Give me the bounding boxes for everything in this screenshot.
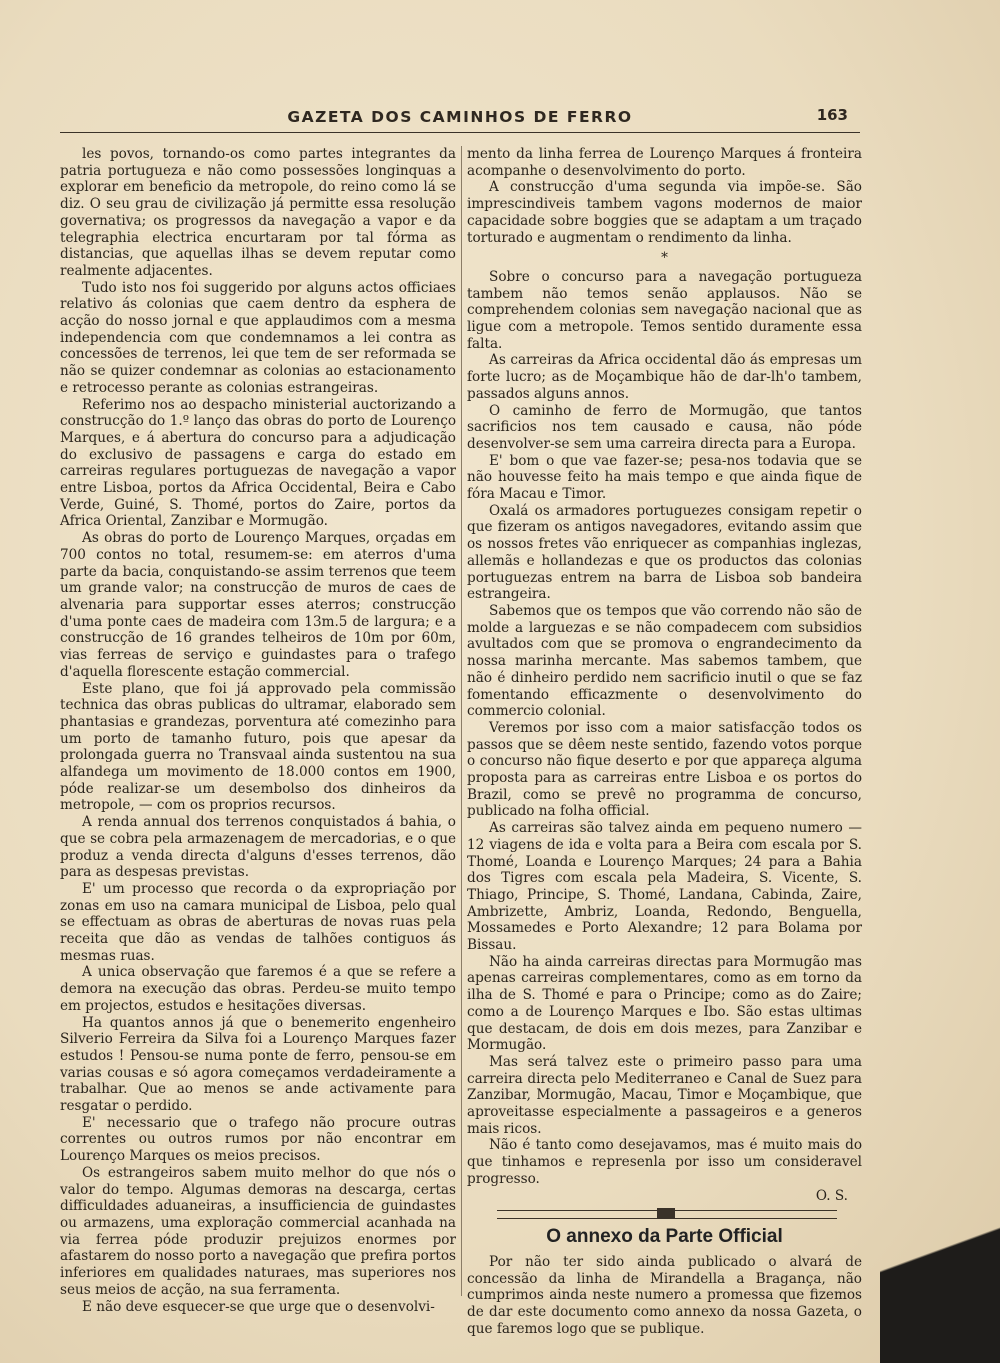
article-paragraph: Oxalá os armadores portuguezes consigam repetir o que fizeram os antigos navegadores, evitando assim que os nossos fretes vão enriquecer as companhias inglezas, allemãs e hollandezas e que os productos das colonias portuguezas entrem na barra de Lisboa sob bandeira estrangeira. (467, 502, 862, 603)
article-paragraph: As carreiras são talvez ainda em pequeno numero —12 viagens de ida e volta para a Beira com escala por S. Thomé, Loanda e Lourenço Marques; 24 para a Bahia dos Tigres com escala pela Madeira, S. Vicente, S. Thiago, Principe, S. Thomé, Landana, Cabinda, Zaire, Ambrizette, Ambriz, Loanda, Redondo, Benguella, Mossamedes e Porto Alexandre; 12 para Bolama por Bissau. (467, 820, 862, 954)
article-paragraph: Mas será talvez este o primeiro passo para uma carreira directa pelo Mediterraneo e Canal de Suez para Zanzibar, Mormugão, Macau, Timor e Moçambique, que aproveitasse especialmente a passageiros e a generos mais ricos. (467, 1053, 862, 1137)
article-paragraph: O caminho de ferro de Mormugão, que tantos sacrificios nos tem causado e causa, não póde desenvolver-se sem uma carreira directa para a Europa. (467, 402, 862, 452)
journal-title: GAZETA DOS CAMINHOS DE FERRO (287, 108, 633, 126)
article-paragraph: E' bom o que vae fazer-se; pesa-nos todavia que se não houvesse feito ha mais tempo e que ainda fique de fóra Macau e Timor. (467, 452, 862, 503)
binding-shadow (880, 1180, 1000, 1363)
section-separator: * (661, 250, 668, 267)
article-paragraph: Sabemos que os tempos que vão correndo não são de molde a larguezas e se não compadecem com subsidios avultados com que se promova o engrandecimento da nossa marinha mercante. Mas sabemos tambem, que não é dinheiro perdido nem sacrificio inutil o que se faz fomentando efficazmente o desenvolvimento do commercio colonial. (467, 602, 862, 720)
signature-row (467, 1188, 862, 1205)
article-paragraph: Não ha ainda carreiras directas para Mormugão mas apenas carreiras complementares, como as em torno da ilha de S. Thomé e para o Principe; como as do Zaire; como a de Lourenço Marques e Ibo. São estas ultimas que destacam, de dois em dois mezes, para Zanzibar e Mormugão. (467, 953, 862, 1054)
last-paragraph: Não é tanto como desejavamos, mas é muito mais do que tinhamos e represenla por isso um consideravel progresso. (467, 1137, 862, 1187)
paragraph-group-a (467, 179, 862, 246)
ornamental-rule (497, 1210, 837, 1219)
article-paragraph: Veremos por isso com a maior satisfacção todos os passos que se dêem neste sentido, fazendo votos porque o concurso não fique deserto e por que appareça alguma proposta para as carreiras entre Lisboa e os portos do Brazil, como se prevê no programma de concurso, publicado na folha official. (467, 719, 862, 820)
left-column (60, 146, 456, 1315)
article-paragraph: A unica observação que faremos é a que se refere a demora na execução das obras. Perdeu-se muito tempo em projectos, estudos e hesitações diversas. (60, 964, 456, 1014)
signature: O. S. (815, 1187, 848, 1204)
article-paragraph: As obras do porto de Lourenço Marques, orçadas em 700 contos no total, resumem-se: em aterros d'uma parte da bacia, conquistando-se assim terrenos que teem um grande valor; na construcção de muros de caes de alvenaria para supportar esses aterros; construcção d'uma ponte caes de madeira com 13m.5 de largura; e a construcção de 16 grandes telheiros de 10m por 60m, vias ferreas de serviço e guindastes para o trafego d'aquella florescente estação commercial. (60, 530, 456, 680)
ornament-icon (657, 1208, 675, 1218)
column-divider (461, 146, 462, 1296)
article-paragraph: Ha quantos annos já que o benemerito engenheiro Silverio Ferreira da Silva foi a Lourenço Marques fazer estudos ! Pensou-se numa ponte de ferro, pensou-se em varias cousas e só agora começamos verdadeiramente a trabalhar. Que ao menos se ande activamente para resgatar o perdido. (60, 1014, 456, 1115)
article-paragraph: Este plano, que foi já approvado pela commissão technica das obras publicas do ultramar, elaborado sem phantasias e grandezas, porventura até comezinho para um porto de tamanho futuro, pois que apesar da prolongada guerra no Transvaal ainda sustentou na sua alfandega um movimento de 18.000 contos em 1900, póde realizar-se um desembolso dos dinheiros da metropole, — com os proprios recursos. (60, 680, 456, 814)
article-paragraph: les povos, tornando-os como partes integrantes da patria portugueza e não como possessões longinquas a explorar em beneficio da metropole, do reino como lá se diz. O seu grau de civilização já permitte essa resolução governativa; os progressos da navegação a vapor e da telegraphia electrica encurtaram por tal fórma as distancias, que aquellas ilhas se devem reputar como realmente adjacentes. (60, 146, 456, 279)
article-paragraph: Tudo isto nos foi suggerido por alguns actos officiaes relativo ás colonias que caem dentro da esphera de acção do nosso jornal e que applaudimos com a mesma independencia com que condemnamos a lei contra as concessões de terrenos, lei que tem de ser reformada se não se quizer condemnar as colonias ao estacionamento e retrocesso perante as colonias estrangeiras. (60, 279, 456, 396)
article-paragraph: A renda annual dos terrenos conquistados á bahia, o que se cobra pela armazenagem de mercadorias, e o que produz a venda directa d'alguns d'esses terrenos, dão para as despesas previstas. (60, 814, 456, 881)
article-paragraph: Sobre o concurso para a navegação portugueza tambem não temos senão applausos. Não se comprehendem colonias sem navegação nacional que as ligue com a metropole. Temos sentido duramente essa falta. (467, 268, 862, 352)
right-column (467, 146, 862, 1338)
article-paragraph: Referimo nos ao despacho ministerial auctorizando a construcção do 1.º lanço das obras do porto de Lourenço Marques, e á abertura do concurso para a adjudicação do exclusivo de passagens e carga do estado em carreiras regulares portuguezas de navegação a vapor entre Lisboa, portos da Africa Occidental, Beira e Cabo Verde, Guiné, S. Thomé, portos do Zaire, portos da Africa Oriental, Zanzibar e Mormugão. (60, 396, 456, 530)
continuation-paragraph: mento da linha ferrea de Lourenço Marques á fronteira acompanhe o desenvolvimento do porto. (467, 146, 862, 179)
section-body: Por não ter sido ainda publicado o alvará de concessão da linha de Mirandella a Bragança, não cumprimos ainda neste numero a promessa que fizemos de dar este documento como annexo da nossa Gazeta, o que faremos logo que se publique. (467, 1254, 862, 1337)
page-number: 163 (816, 106, 848, 124)
paragraph-group-b (467, 269, 862, 1138)
section-title: O annexo da Parte Official (546, 1226, 783, 1248)
article-paragraph: A construcção d'uma segunda via impõe-se. São imprescindiveis tambem vagons modernos de maior capacidade sobre boggies que se adaptam a um traçado torturado e augmentam o rendimento da linha. (467, 179, 862, 246)
article-paragraph: E' necessario que o trafego não procure outras correntes ou outros rumos por não encontrar em Lourenço Marques os meios precisos. (60, 1114, 456, 1165)
page-header (60, 104, 860, 133)
article-paragraph: E' um processo que recorda o da expropriação por zonas em uso na camara municipal de Lisboa, pelo qual se effectuam as obras de aberturas de novas ruas pela receita que dão as vendas de talhões contiguos ás mesmas ruas. (60, 880, 456, 964)
article-paragraph: Os estrangeiros sabem muito melhor do que nós o valor do tempo. Algumas demoras na descarga, certas difficuldades aduaneiras, a insufficiencia de guindastes ou armazens, uma exploração commercial acanhada na via ferrea póde produzir prejuizos enormes por afastarem do nosso porto a navegação que prefira portos inferiores em qualidades naturaes, mas superiores nos seus meios de acção, na sua ferramenta. (60, 1164, 456, 1298)
article-paragraph: As carreiras da Africa occidental dão ás empresas um forte lucro; as de Moçambique hão de dar-lh'o tambem, passados alguns annos. (467, 352, 862, 402)
article-paragraph: E não deve esquecer-se que urge que o desenvolvi- (82, 1298, 435, 1315)
